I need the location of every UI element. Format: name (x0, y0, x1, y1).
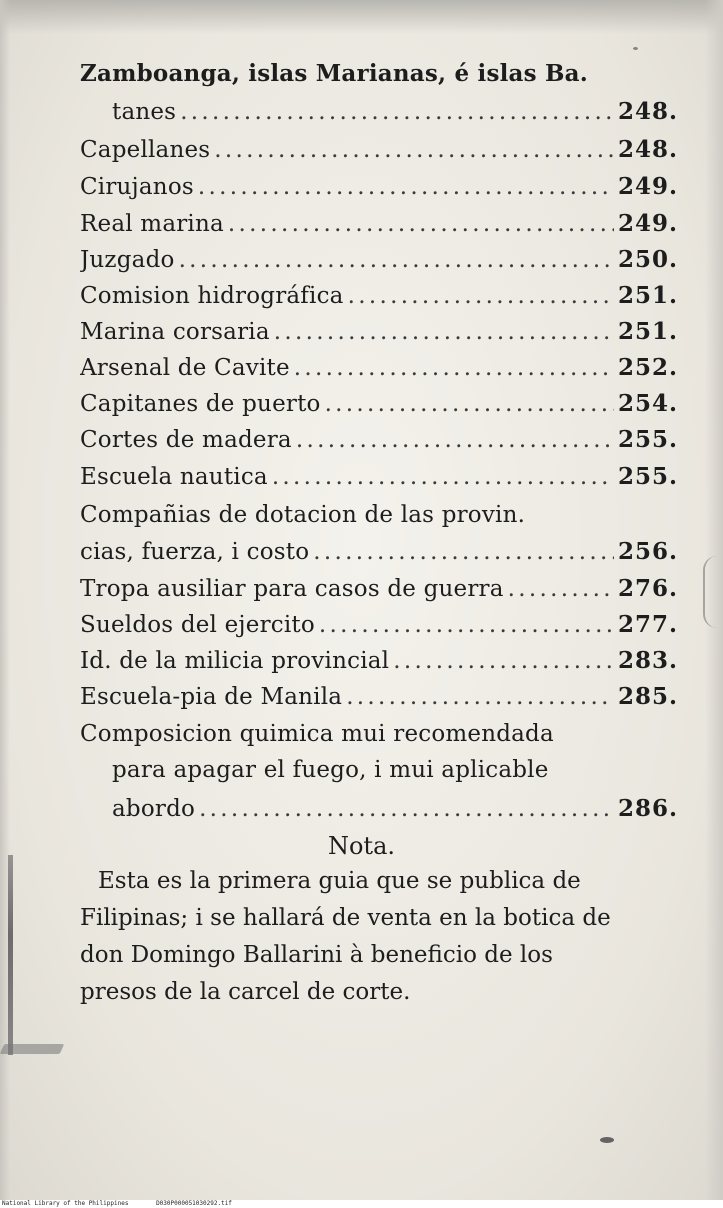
toc-entry-label: para apagar el fuego, i mui aplicable (112, 757, 549, 783)
toc-page-number: 256. (617, 538, 678, 565)
toc-entry-label: Juzgado (80, 247, 175, 273)
dot-leader (198, 174, 614, 200)
dot-leader (272, 464, 614, 490)
toc-entry-label: Escuela-pia de Manila (80, 684, 343, 710)
toc-entry-label: Cirujanos (80, 174, 194, 200)
toc-page-number: 286. (617, 795, 678, 822)
toc-page-number: 254. (617, 390, 678, 417)
note-line: Esta es la primera guia que se publica de (98, 868, 581, 894)
toc-entry-label: Escuela nautica (80, 464, 268, 490)
toc-entry-label: Arsenal de Cavite (80, 355, 290, 381)
toc-entry (80, 318, 678, 354)
note-line: Filipinas; i se hallará de venta en la botica de (80, 905, 611, 931)
toc-page-number: 276. (617, 575, 678, 602)
note-heading: Nota. (327, 832, 396, 860)
dot-leader (346, 684, 614, 710)
dot-leader (179, 247, 614, 273)
toc-entry (112, 98, 678, 134)
toc-entry-label: Zamboanga, islas Marianas, é islas Ba. (80, 60, 588, 87)
toc-entry-label: Composicion quimica mui recomendada (80, 721, 554, 747)
dot-leader (393, 648, 614, 674)
toc-entry-label: Comision hidrográfica (80, 283, 344, 309)
toc-entry (80, 647, 678, 683)
toc-page-number: 255. (617, 463, 678, 490)
dot-leader (325, 391, 614, 417)
toc-page-number: 285. (617, 683, 678, 710)
dot-leader (319, 612, 614, 638)
toc-entry (80, 246, 678, 282)
toc-page-number: 248. (617, 98, 678, 125)
scan-footer (0, 1200, 723, 1208)
toc-page-number: 250. (617, 246, 678, 273)
toc-entry-label: Marina corsaria (80, 319, 270, 345)
toc-entry-label: Id. de la milicia provincial (80, 648, 390, 674)
toc-entry-label: Compañias de dotacion de las provin. (80, 502, 526, 528)
dot-leader (508, 576, 614, 602)
dot-leader (348, 283, 614, 309)
dot-leader (274, 319, 614, 345)
toc-entry (80, 136, 678, 172)
margin-ink-smudge (0, 1044, 64, 1054)
toc-page-number: 277. (617, 611, 678, 638)
toc-entry (80, 210, 678, 246)
note-line: don Domingo Ballarini à beneficio de los (80, 942, 553, 968)
toc-entry-line (80, 60, 678, 96)
library-credit: National Library of the Philippines (2, 1200, 129, 1207)
ink-speck (600, 1137, 614, 1143)
dot-leader (180, 99, 614, 125)
toc-entry (80, 426, 678, 462)
dot-leader (228, 211, 614, 237)
toc-page-number: 283. (617, 647, 678, 674)
dot-leader (313, 539, 614, 565)
toc-entry-label: Sueldos del ejercito (80, 612, 315, 638)
toc-entry-line (80, 502, 678, 538)
dot-leader (214, 137, 614, 163)
dot-leader (296, 427, 614, 453)
toc-page-number: 252. (617, 354, 678, 381)
toc-entry (80, 390, 678, 426)
toc-entry-label: Capitanes de puerto (80, 391, 321, 417)
toc-entry-label: Cortes de madera (80, 427, 292, 453)
toc-entry (80, 282, 678, 318)
toc-entry-label: Capellanes (80, 137, 211, 163)
toc-entry-label: Tropa ausiliar para casos de guerra (80, 576, 504, 602)
dot-leader (199, 796, 614, 822)
toc-page-number: 255. (617, 426, 678, 453)
toc-entry-label: Real marina (80, 211, 224, 237)
toc-page-number: 248. (617, 136, 678, 163)
dot-leader (294, 355, 614, 381)
toc-page-number: 251. (617, 318, 678, 345)
toc-entry (80, 173, 678, 209)
toc-page-number: 249. (617, 173, 678, 200)
toc-entry-line (112, 757, 678, 793)
toc-entry-label: tanes (112, 99, 177, 125)
toc-page-number: 249. (617, 210, 678, 237)
toc-entry (80, 538, 678, 574)
toc-page-number: 251. (617, 282, 678, 309)
scan-filename: D030P000051030292.tif (156, 1200, 232, 1207)
toc-entry (80, 463, 678, 499)
toc-entry-line (80, 721, 678, 757)
toc-entry (80, 683, 678, 719)
toc-entry (80, 354, 678, 390)
toc-entry-label: abordo (112, 796, 196, 822)
toc-entry (80, 575, 678, 611)
toc-entry (80, 611, 678, 647)
toc-entry-label: cias, fuerza, i costo (80, 539, 310, 565)
toc-entry (112, 795, 678, 831)
note-line: presos de la carcel de corte. (80, 979, 411, 1005)
